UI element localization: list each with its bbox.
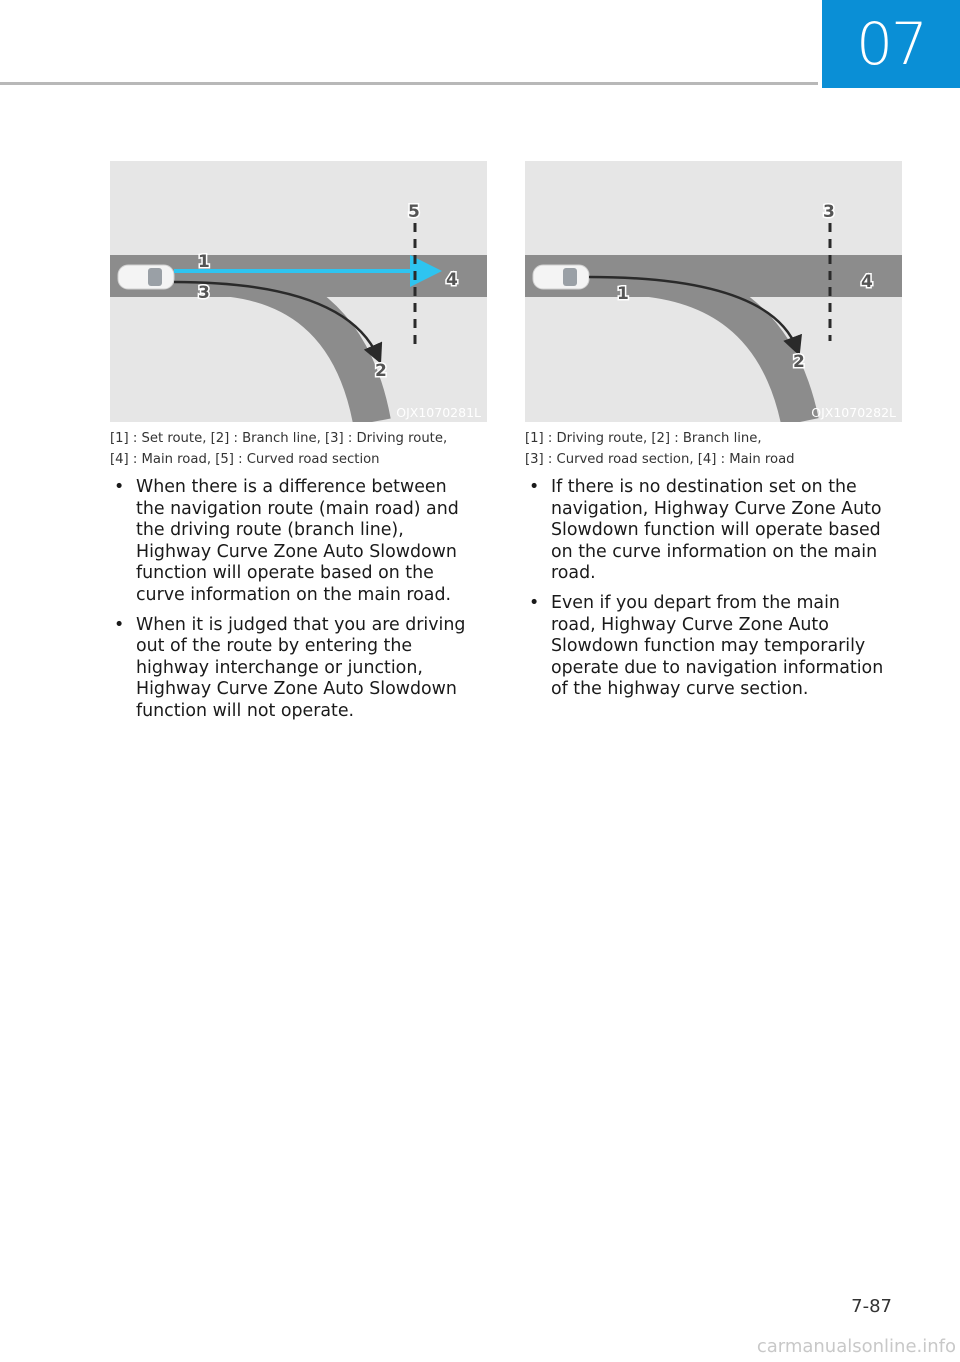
car-icon <box>118 265 174 289</box>
label-3: 3 <box>823 202 835 222</box>
header-rule <box>0 82 818 85</box>
car-icon <box>533 265 589 289</box>
figure-code: OJX1070282L <box>811 405 896 420</box>
list-item-text: If there is no destination set on the navigation, Highway Curve Zone Auto Slowdown function will operate based on the curve information on the main road. <box>551 477 882 584</box>
label-3: 3 <box>198 283 210 303</box>
list-item-text: When there is a difference between the navigation route (main road) and the driving route (branch line), Highway Curve Zone Auto Slowdown function will operate based on the curve information on the main road. <box>136 477 459 605</box>
figure-code: OJX1070281L <box>396 405 481 420</box>
road-diagram-right <box>525 161 902 422</box>
list-item <box>110 477 470 607</box>
caption-left <box>110 428 490 470</box>
branch-road <box>615 276 800 422</box>
list-item-text: When it is judged that you are driving out of the route by entering the highway interchange or junction, Highway Curve Zone Auto Slowdown function will not operate. <box>136 614 466 721</box>
label-4: 4 <box>861 272 873 292</box>
label-4: 4 <box>446 270 458 290</box>
label-5: 5 <box>408 202 420 222</box>
bullet-list-right <box>525 477 885 709</box>
label-2: 2 <box>375 361 387 381</box>
bullet-icon: • <box>529 592 540 613</box>
figure-set-route <box>110 161 487 422</box>
page-number: 7-87 <box>851 1296 892 1317</box>
caption-line: [4] : Main road, [5] : Curved road section <box>110 452 380 467</box>
list-item <box>110 615 470 723</box>
branch-road <box>200 276 372 422</box>
figure-no-destination <box>525 161 902 422</box>
bullet-list-left <box>110 477 470 731</box>
caption-line: [1] : Set route, [2] : Branch line, [3] : Driving route, <box>110 431 448 446</box>
list-item <box>525 477 885 585</box>
watermark: carmanualsonline.info <box>756 1336 956 1357</box>
caption-line: [3] : Curved road section, [4] : Main road <box>525 452 795 467</box>
label-1: 1 <box>617 284 629 304</box>
label-2: 2 <box>793 352 805 372</box>
list-item <box>525 593 885 701</box>
bullet-icon: • <box>114 614 125 635</box>
label-1: 1 <box>198 252 210 272</box>
chapter-tab: 07 <box>822 0 960 88</box>
caption-right <box>525 428 905 470</box>
caption-line: [1] : Driving route, [2] : Branch line, <box>525 431 762 446</box>
bullet-icon: • <box>529 477 540 497</box>
road-diagram-left <box>110 161 487 422</box>
list-item-text: Even if you depart from the main road, Highway Curve Zone Auto Slowdown function may temporarily operate due to navigation information of the highway curve section. <box>551 592 884 700</box>
bullet-icon: • <box>114 477 125 497</box>
